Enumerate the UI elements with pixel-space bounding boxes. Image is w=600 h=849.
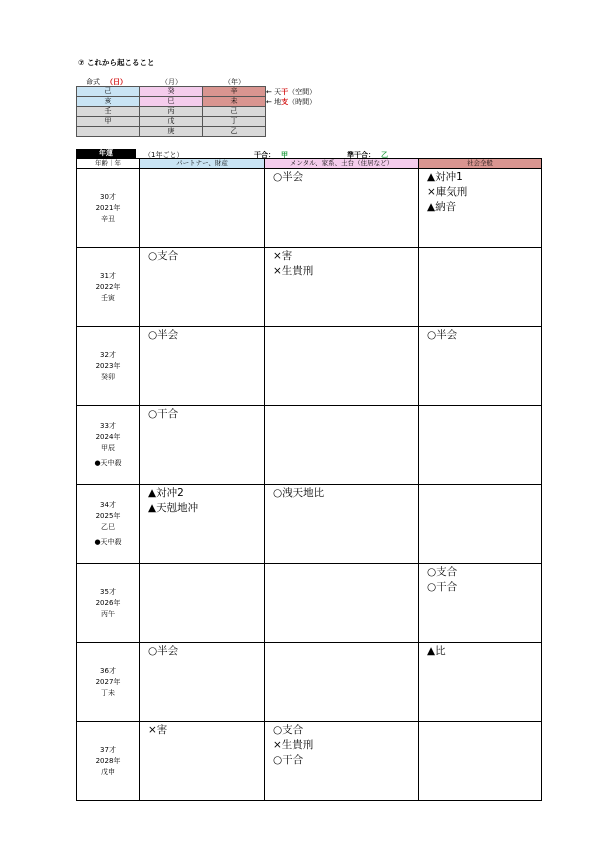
- social-entry: ○干合: [427, 581, 458, 593]
- year-cell-kanshi: 甲辰: [101, 444, 115, 452]
- meishiki-cell: 己: [203, 107, 266, 117]
- partner-entry: ○半会: [148, 329, 179, 341]
- table-header-row: [77, 159, 542, 169]
- table-row: [77, 327, 542, 406]
- year-cell: [77, 643, 140, 722]
- meishiki-row: [77, 127, 266, 137]
- mental-cell: [265, 564, 419, 643]
- table-row: [77, 406, 542, 485]
- year-cell-kanshi: 乙巳: [101, 523, 115, 531]
- year-cell-year: 2025年: [95, 512, 121, 520]
- mental-cell: [265, 248, 419, 327]
- year-cell-year: 2023年: [95, 361, 121, 370]
- social-cell: [419, 722, 542, 801]
- partner-cell: [140, 169, 265, 248]
- meishiki-cell: 亥: [77, 97, 140, 107]
- social-cell: [419, 485, 542, 564]
- year-cell-year: 2024年: [95, 433, 121, 441]
- year-cell-age: 31才: [100, 271, 116, 280]
- fortune-table: [76, 158, 542, 801]
- meishiki-row: [77, 117, 266, 127]
- year-cell-year: 2027年: [95, 677, 121, 686]
- year-cell-kanshi: 戊申: [101, 767, 115, 776]
- social-entry: ▲比: [427, 645, 446, 657]
- partner-entry: ○干合: [148, 408, 179, 420]
- year-cell-age: 34才: [100, 501, 116, 509]
- day-header: （日）: [106, 78, 127, 86]
- meishiki-row: [77, 87, 266, 97]
- year-cell-year: 2022年: [95, 282, 121, 291]
- table-row: [77, 485, 542, 564]
- year-cell-year: 2026年: [95, 598, 121, 607]
- social-cell: [419, 406, 542, 485]
- meishiki-cell: 己: [77, 87, 140, 97]
- meishiki-label: 命式 （日）: [86, 78, 127, 86]
- partner-entry: ▲天剋地冲: [148, 502, 199, 514]
- year-cell-age: 35才: [100, 587, 116, 596]
- year-cell-age: 30才: [100, 192, 116, 201]
- mental-entry: ○洩天地比: [273, 487, 325, 499]
- meishiki-cell: 丙: [140, 107, 203, 117]
- social-cell: [419, 564, 542, 643]
- social-entry: ○半会: [427, 329, 458, 341]
- year-cell: [77, 169, 140, 248]
- social-cell: [419, 643, 542, 722]
- col-header-age: 年齢｜年: [77, 159, 140, 169]
- year-cell-year: 2028年: [95, 756, 121, 765]
- note-tenkan: ← 天干（空間）: [266, 88, 317, 96]
- social-cell: [419, 169, 542, 248]
- partner-cell: [140, 643, 265, 722]
- social-cell: [419, 327, 542, 406]
- table-row: [77, 643, 542, 722]
- mental-entry: ○半会: [273, 171, 304, 183]
- meishiki-cell: 辛: [203, 87, 266, 97]
- year-cell: [77, 722, 140, 801]
- partner-cell: [140, 564, 265, 643]
- table-row: [77, 169, 542, 248]
- partner-entry: ▲対冲2: [148, 487, 184, 499]
- meishiki-cell: 甲: [77, 117, 140, 127]
- year-cell: [77, 406, 140, 485]
- mental-cell: [265, 327, 419, 406]
- month-header: （月）: [161, 78, 182, 86]
- meishiki-cell: 丁: [203, 117, 266, 127]
- year-header: （年）: [224, 78, 245, 86]
- year-cell-kanshi: 癸卯: [101, 372, 115, 381]
- partner-cell: [140, 485, 265, 564]
- year-cell-age: 32才: [100, 350, 116, 359]
- nenun-label: 年運: [76, 149, 136, 158]
- table-row: [77, 564, 542, 643]
- meishiki-cell: 戊: [140, 117, 203, 127]
- year-cell-kanshi: 丁未: [101, 688, 115, 697]
- mental-entry: ×生貴刑: [273, 265, 314, 277]
- meishiki-row: [77, 97, 266, 107]
- social-entry: ▲対冲1: [427, 171, 463, 183]
- col-header-social: 社会全般: [419, 159, 542, 169]
- year-cell-age: 36才: [100, 666, 116, 675]
- jun-kangou: 準干合： 乙: [347, 151, 388, 159]
- mental-cell: [265, 406, 419, 485]
- mental-cell: [265, 643, 419, 722]
- kangou: 干合： 甲: [254, 151, 288, 159]
- table-row: [77, 722, 542, 801]
- partner-cell: [140, 248, 265, 327]
- partner-cell: [140, 722, 265, 801]
- mental-cell: [265, 485, 419, 564]
- year-cell-kanshi: 丙午: [101, 609, 115, 618]
- mental-cell: [265, 722, 419, 801]
- partner-cell: [140, 327, 265, 406]
- mental-entry: ×生貴刑: [273, 739, 314, 751]
- meishiki-cell: 乙: [203, 127, 266, 137]
- table-row: [77, 248, 542, 327]
- col-header-partner: パートナー、財産: [140, 159, 265, 169]
- year-cell: [77, 485, 140, 564]
- social-cell: [419, 248, 542, 327]
- partner-entry: ○支合: [148, 250, 179, 262]
- partner-entry: ○半会: [148, 645, 179, 657]
- meishiki-cell: 癸: [140, 87, 203, 97]
- meishiki-table: [76, 86, 266, 137]
- meishiki-cell: 庚: [140, 127, 203, 137]
- per-year-label: （1年ごと）: [144, 151, 184, 159]
- year-cell: [77, 327, 140, 406]
- year-cell: [77, 248, 140, 327]
- mental-entry: ×害: [273, 250, 293, 262]
- note-chishi: ← 地支（時間）: [266, 98, 317, 106]
- social-entry: ▲納音: [427, 201, 457, 213]
- mental-entry: ○支合: [273, 724, 304, 736]
- partner-cell: [140, 406, 265, 485]
- tenchusatsu-label: ●天中殺: [94, 459, 122, 467]
- meishiki-cell: 未: [203, 97, 266, 107]
- col-header-mental: メンタル、家系、土台（住居など）: [265, 159, 419, 169]
- year-cell-year: 2021年: [95, 203, 121, 212]
- meishiki-cell: 巳: [140, 97, 203, 107]
- meishiki-cell: 壬: [77, 107, 140, 117]
- section-title: ⑦ これから起こること: [78, 58, 155, 67]
- year-cell-kanshi: 辛丑: [101, 214, 115, 223]
- meishiki-cell: [77, 127, 140, 137]
- mental-cell: [265, 169, 419, 248]
- social-entry: ×庫気刑: [427, 186, 468, 198]
- tenchusatsu-label: ●天中殺: [94, 538, 122, 546]
- year-cell-kanshi: 壬寅: [101, 293, 115, 302]
- social-entry: ○支合: [427, 566, 458, 578]
- year-cell: [77, 564, 140, 643]
- year-cell-age: 33才: [100, 422, 116, 430]
- mental-entry: ○干合: [273, 754, 304, 766]
- partner-entry: ×害: [148, 724, 168, 736]
- year-cell-age: 37才: [100, 745, 116, 754]
- meishiki-row: [77, 107, 266, 117]
